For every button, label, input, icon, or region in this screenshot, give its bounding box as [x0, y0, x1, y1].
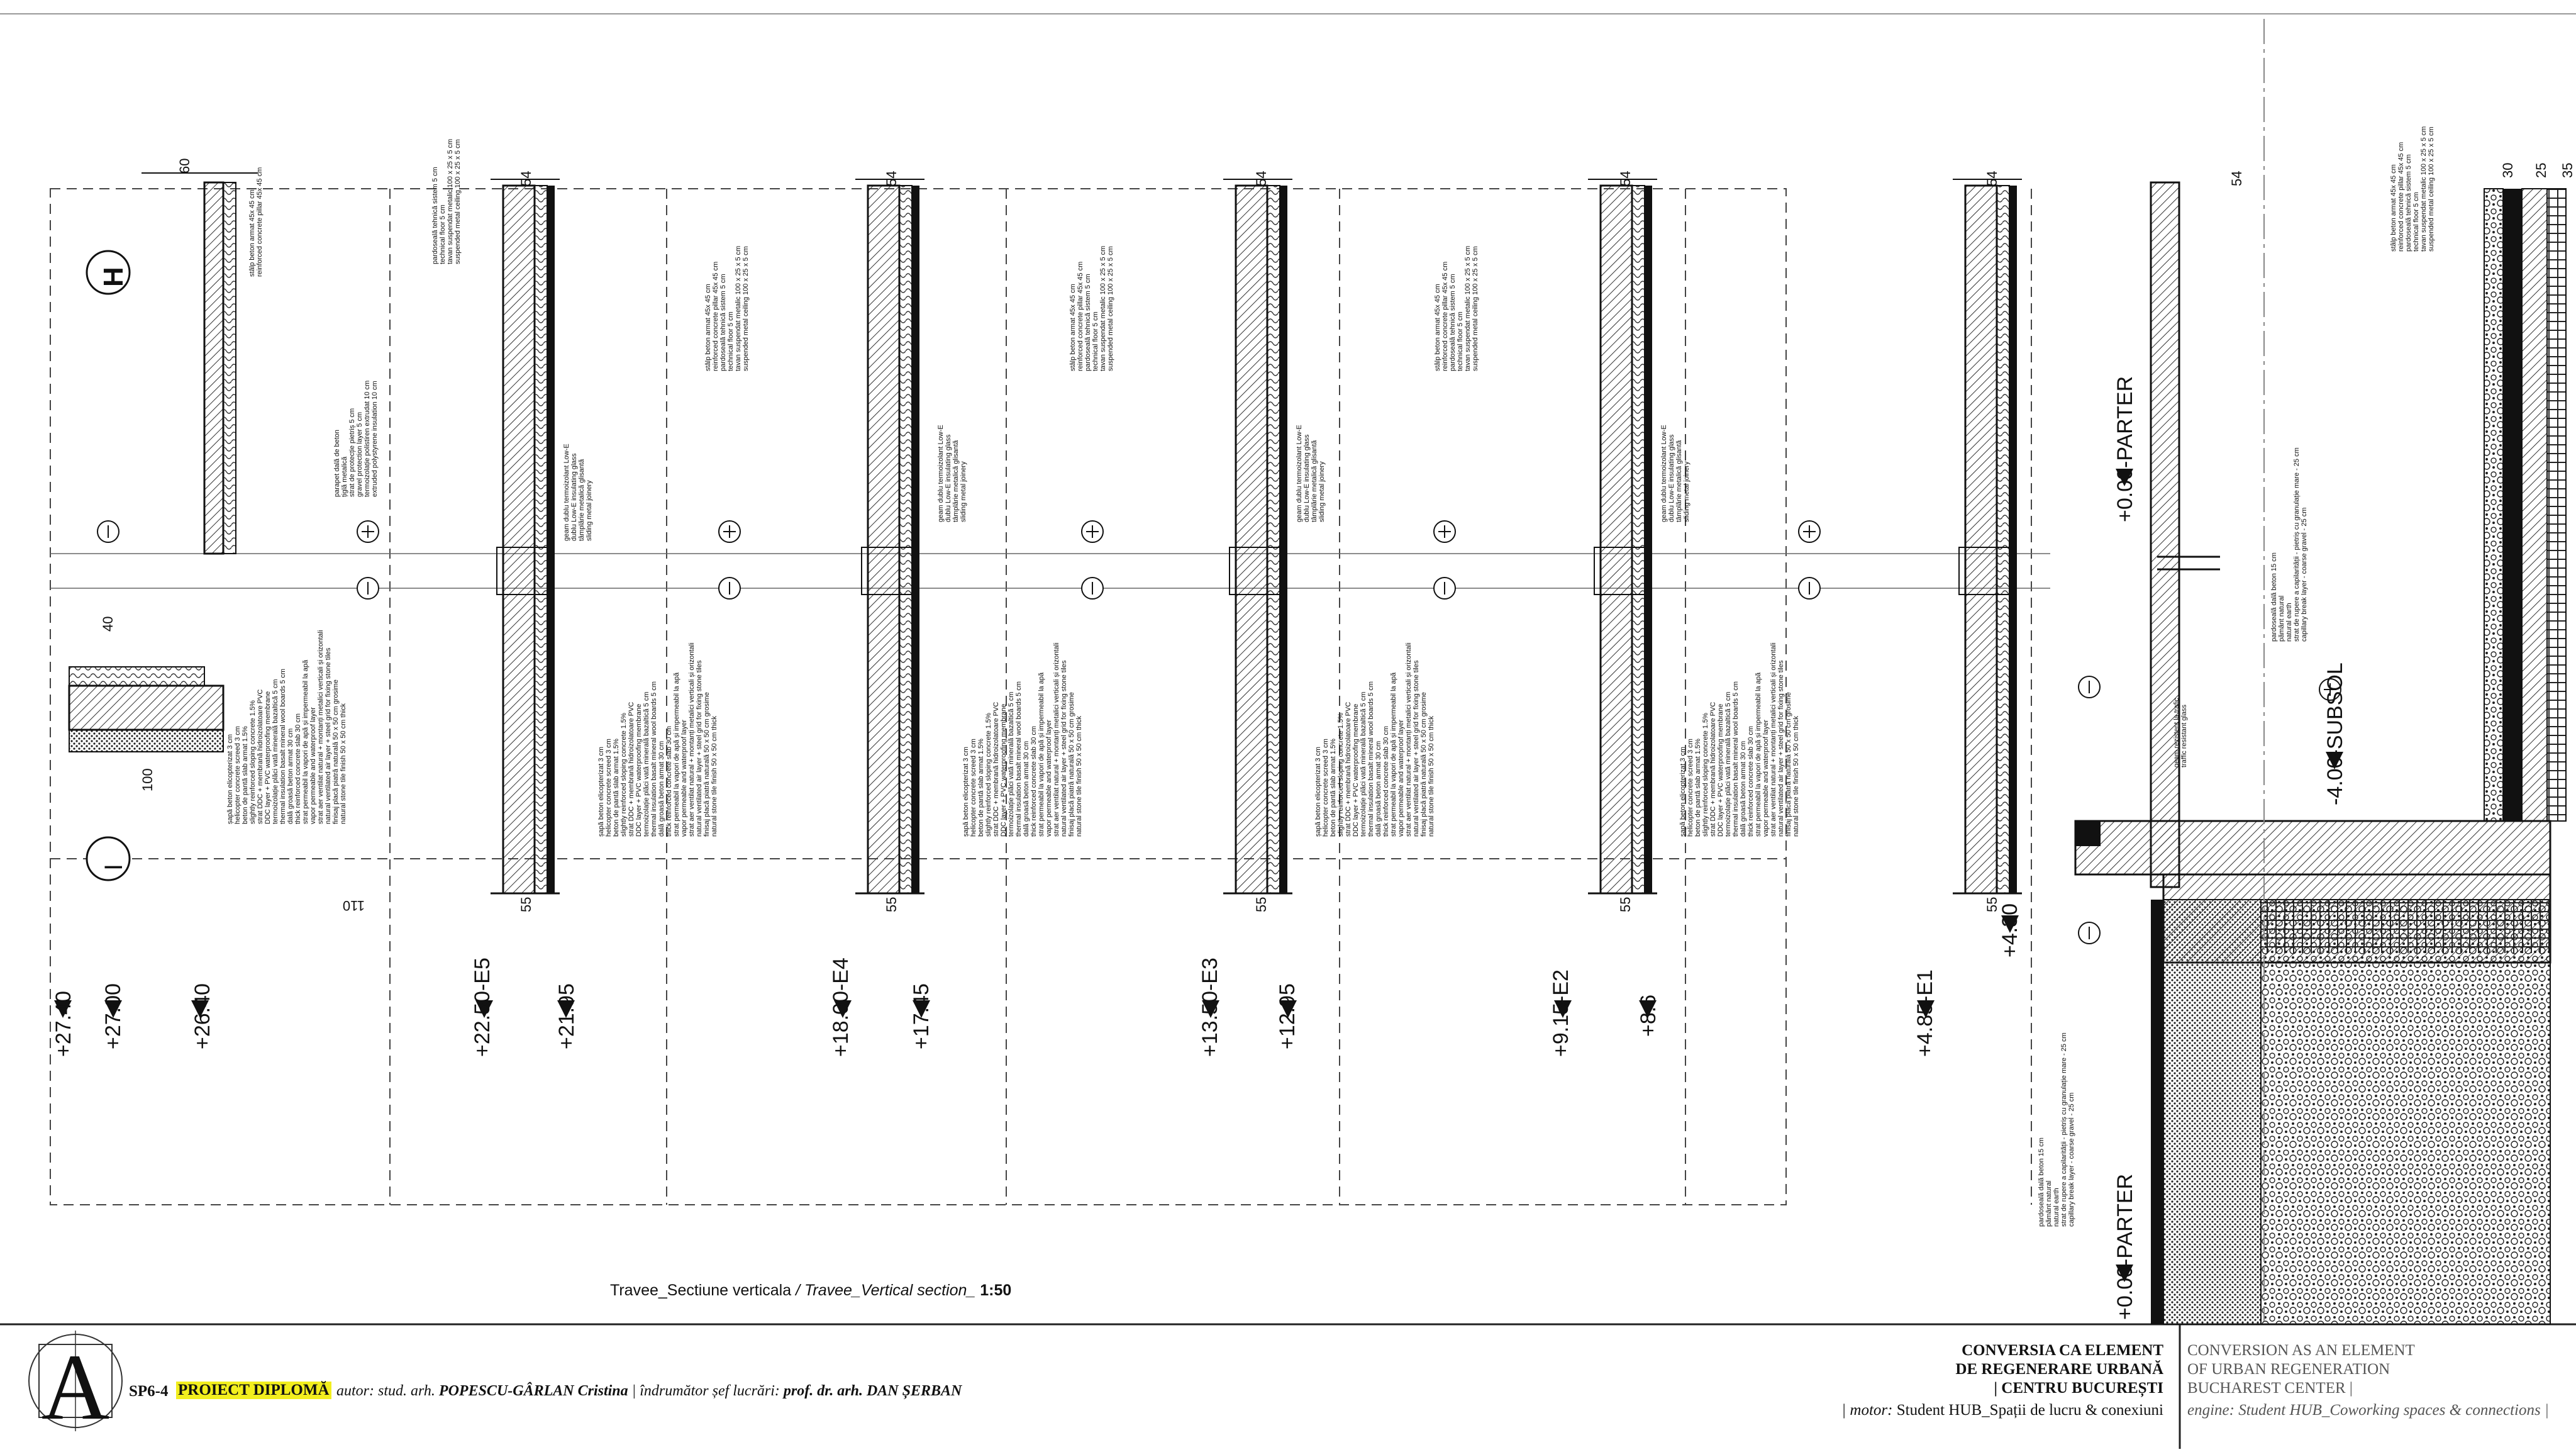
note-glazing-2: geam dublu termoizolant Low-E dublu Low-E insulating glass tâmplărie metalică glisantă sliding metal joinery — [937, 425, 967, 522]
level-e2: +9.15-E2 — [1549, 969, 1573, 1057]
en-title-line-3: BUCHAREST CENTER | — [2187, 1380, 2353, 1397]
concrete-column — [868, 186, 899, 893]
ro-title-line-2: DE REGENERARE URBANĂ — [1955, 1361, 2163, 1378]
note-ground-1: pardoseală dală beton 15 cm pământ natural natural earth strat de rupere a capilarității - pietriș cu granulație mare - 25 cm capillary break layer - coarse gravel - 25 cm — [2038, 1032, 2075, 1227]
coordinator-name: prof. dr. arh. DAN ȘERBAN — [783, 1383, 962, 1399]
level-roof-low: +26.40 — [191, 983, 214, 1049]
column-assembly — [855, 179, 924, 893]
concrete-column — [1965, 186, 1997, 893]
note-floor-5: șapă beton elicopterizat 3 cm helicopter concrete screed 3 cm beton de pantă slab armat 1.5% slightly reinforced sloping concrete 1.5% strat DDC + membrană hidroizolatoare PVC DDC layer + PVC waterproofing membrane termoizolație plăci vată minerală bazaltică 5 cm thermal insulation basalt mineral wool boards 5 cm dală groasă beton armat 30 cm thick reinforced concrete slab 30 cm strat permeabil la vapori de apă și impermeabil la apă vapor permeable and waterproof layer strat aer ventilat natural + montanți metalici verticali și orizontali natural ventilated air layer + steel grid for fixing stone tiles finisaj placă piatră naturală 50 x 50 cm grosime natural stone tile finish 50 x 50 cm thick — [1679, 642, 1800, 837]
level-subsol: -4.00-SUBSOL — [2323, 662, 2347, 805]
engine-text: Student HUB_Coworking spaces & connections | — [2238, 1402, 2549, 1419]
note-traffic-glass: geam rezistent la trafic traffic resistant glass — [2173, 698, 2188, 768]
motor-text: Student HUB_Spații de lucru & conexiuni — [1896, 1402, 2163, 1419]
level-e4-low: +17.45 — [909, 983, 933, 1049]
note-ceiling-6: stâlp beton armat 45x 45 cm reinforced concrete pillar 45x 45 cm pardoseală tehnică sistem 5 cm technical floor 5 cm tavan suspendat metalic 100 x 25 x 5 cm suspended metal ceiling 100 x 25 x 5 cm — [2390, 126, 2435, 252]
level-e3: +13.50-E3 — [1198, 958, 1222, 1057]
level-e5: +22.50-E5 — [470, 958, 494, 1057]
dim-col-55-2: 55 — [884, 896, 899, 912]
dim-right-30: 30 — [2500, 162, 2516, 178]
drawing-caption — [610, 1282, 1011, 1300]
level-roof-mid: +27.00 — [101, 983, 125, 1049]
dim-col-54-2: 54 — [884, 170, 899, 186]
logo-icon — [25, 1324, 126, 1438]
insulation-layer — [535, 186, 547, 893]
insulation-layer — [1267, 186, 1280, 893]
column-assembly — [491, 179, 560, 893]
note-ceiling-4: stâlp beton armat 45x 45 cm reinforced concrete pillar 45x 45 cm pardoseală tehnică sistem 5 cm technical floor 5 cm tavan suspendat metalic 100 x 25 x 5 cm suspended metal ceiling 100 x 25 x 5 cm — [1069, 245, 1114, 371]
dim-slab-110-1: 110 — [342, 898, 365, 913]
dim-col-54-4: 54 — [1618, 170, 1633, 186]
column-assembly — [1588, 179, 1657, 893]
note-ceiling-2: pardoseală tehnică sistem 5 cm technical floor 5 cm tavan suspendat metalic 100 x 25 x 5 cm suspended metal ceiling 100 x 25 x 5 cm — [431, 138, 462, 264]
dim-col-54-5: 54 — [1984, 170, 2000, 186]
sheet-code: SP6-4 — [129, 1383, 169, 1400]
stone-cladding — [912, 186, 919, 893]
diploma-badge: PROIECT DIPLOMĂ — [176, 1382, 331, 1399]
dim-parapet: 60 — [177, 158, 192, 174]
caption-ro: Travee_Sectiune verticala — [610, 1282, 792, 1299]
title-block — [0, 1324, 2576, 1449]
dim-col-55-1: 55 — [518, 896, 534, 912]
axis-label-H: H — [98, 267, 129, 287]
insulation-layer — [1632, 186, 1645, 893]
dim-col-55-4: 55 — [1618, 896, 1633, 912]
note-floor-1: șapă beton elicopterizat 3 cm helicopter concrete screed 3 cm beton de pantă slab armat 1.5% slightly reinforced sloping concrete 1.5% strat DDC + membrană hidroizolatoare PVC DDC layer + PVC waterproofing membrane termoizolație plăci vată minerală bazaltică 5 cm thermal insulation basalt mineral wool boards 5 cm dală groasă beton armat 30 cm thick reinforced concrete slab 30 cm strat permeabil la vapori de apă și impermeabil la apă vapor permeable and waterproof layer strat aer ventilat natural + montanți metalici verticali și orizontali natural ventilated air layer + steel grid for fixing stone tiles finisaj placă piatră naturală 50 x 50 cm grosime natural stone tile finish 50 x 50 cm thick — [226, 630, 347, 824]
note-glazing-3: geam dublu termoizolant Low-E dublu Low-E insulating glass tâmplărie metalică glisantă sliding metal joinery — [1296, 425, 1326, 522]
dim-col-55-3: 55 — [1253, 896, 1269, 912]
level-e2-low: +8.6 — [1636, 994, 1660, 1037]
ro-title-line-1: CONVERSIA CA ELEMENT — [1962, 1342, 2163, 1359]
level-parter-lower: +0.00-PARTER — [2113, 1173, 2137, 1320]
caption-en: Travee_Vertical section_ — [804, 1282, 976, 1299]
en-title-line-1: CONVERSION AS AN ELEMENT — [2187, 1342, 2415, 1359]
note-floor-2: șapă beton elicopterizat 3 cm helicopter concrete screed 3 cm beton de pantă slab armat 1.5% slightly reinforced sloping concrete 1.5% strat DDC + membrană hidroizolatoare PVC DDC layer + PVC waterproofing membrane termoizolație plăci vată minerală bazaltică 5 cm thermal insulation basalt mineral wool boards 5 cm dală groasă beton armat 30 cm thick reinforced concrete slab 30 cm strat permeabil la vapori de apă și impermeabil la apă vapor permeable and waterproof layer strat aer ventilat natural + montanți metalici verticali și orizontali natural ventilated air layer + steel grid for fixing stone tiles finisaj placă piatră naturală 50 x 50 cm grosime natural stone tile finish 50 x 50 cm thick — [597, 642, 718, 837]
author-line — [336, 1383, 962, 1400]
level-e4: +18.00-E4 — [829, 958, 853, 1057]
note-ground-2: pardoseală dală beton 15 cm pământ natural natural earth strat de rupere a capilarității - pietriș cu granulație mare - 25 cm capillary break layer - coarse gravel - 25 cm — [2270, 447, 2308, 642]
column-assembly — [1223, 179, 1292, 893]
author-name: POPESCU-GÂRLAN Cristina — [438, 1383, 628, 1399]
note-floor-3: șapă beton elicopterizat 3 cm helicopter concrete screed 3 cm beton de pantă slab armat 1.5% slightly reinforced sloping concrete 1.5% strat DDC + membrană hidroizolatoare PVC DDC layer + PVC waterproofing membrane termoizolație plăci vată minerală bazaltică 5 cm thermal insulation basalt mineral wool boards 5 cm dală groasă beton armat 30 cm thick reinforced concrete slab 30 cm strat permeabil la vapori de apă și impermeabil la apă vapor permeable and waterproof layer strat aer ventilat natural + montanți metalici verticali și orizontali natural ventilated air layer + steel grid for fixing stone tiles finisaj placă piatră naturală 50 x 50 cm grosime natural stone tile finish 50 x 50 cm thick — [962, 642, 1083, 837]
stone-cladding — [1280, 186, 1287, 893]
motor-label: | motor: — [1841, 1402, 1893, 1419]
level-parter-upper: +0.00-PARTER — [2113, 376, 2137, 522]
stone-cladding — [1645, 186, 1652, 893]
basement — [2075, 19, 2566, 1324]
level-e5-low: +21.95 — [555, 983, 579, 1049]
note-ceiling-1: stâlp beton armat 45x 45 cm reinforced concrete pillar 45x 45 cm — [248, 167, 264, 277]
dim-col-54-1: 54 — [518, 170, 534, 186]
guide-lines — [50, 554, 2050, 588]
caption-separator: / — [791, 1282, 804, 1299]
svg-text:A: A — [41, 1335, 110, 1438]
note-floor-4: șapă beton elicopterizat 3 cm helicopter concrete screed 3 cm beton de pantă slab armat 1.5% slightly reinforced sloping concrete 1.5% strat DDC + membrană hidroizolatoare PVC DDC layer + PVC waterproofing membrane termoizolație plăci vată minerală bazaltică 5 cm thermal insulation basalt mineral wool boards 5 cm dală groasă beton armat 30 cm thick reinforced concrete slab 30 cm strat permeabil la vapori de apă și impermeabil la apă vapor permeable and waterproof layer strat aer ventilat natural + montanți metalici verticali și orizontali natural ventilated air layer + steel grid for fixing stone tiles finisaj placă piatră naturală 50 x 50 cm grosime natural stone tile finish 50 x 50 cm thick — [1314, 642, 1435, 837]
level-roof-top: +27.40 — [52, 991, 75, 1057]
note-glazing-1: geam dublu termoizolant Low-E dublu Low-E insulating glass tâmplărie metalică glisantă sliding metal joinery — [563, 444, 593, 541]
caption-scale: 1:50 — [980, 1282, 1012, 1299]
project-title-en — [2187, 1341, 2502, 1398]
note-ceiling-5: stâlp beton armat 45x 45 cm reinforced concrete pillar 45x 45 cm pardoseală tehnică sistem 5 cm technical floor 5 cm tavan suspendat metalic 100 x 25 x 5 cm suspended metal ceiling 100 x 25 x 5 cm — [1434, 245, 1479, 371]
insulation-layer — [1997, 186, 2009, 893]
note-roof: parapet dală de beton țiglă metalică strat de protecție pietriș 5 cm gravel protection layer 5 cm termoizolație polistiren extrudat 10 cm extruded polystyrene insulation 10 cm — [333, 380, 379, 497]
project-title-ro — [1862, 1341, 2163, 1398]
dim-col-54-3: 54 — [1253, 170, 1269, 186]
dim-wall-100: 100 — [140, 768, 155, 791]
stone-cladding — [2009, 186, 2017, 893]
concrete-column — [1236, 186, 1267, 893]
column-assembly — [1953, 179, 2022, 893]
dim-col-55-5: 55 — [1984, 896, 2000, 912]
engine-line-en — [2187, 1402, 2576, 1419]
grid-axis-I — [87, 837, 130, 880]
concrete-column — [1601, 186, 1632, 893]
insulation-layer — [899, 186, 912, 893]
dim-col-54-6: 54 — [2229, 170, 2245, 186]
engine-label: engine: — [2187, 1402, 2235, 1419]
note-ceiling-3: stâlp beton armat 45x 45 cm reinforced concrete pillar 45x 45 cm pardoseală tehnică sistem 5 cm technical floor 5 cm tavan suspendat metalic 100 x 25 x 5 cm suspended metal ceiling 100 x 25 x 5 cm — [704, 245, 750, 371]
en-title-line-2: OF URBAN REGENERATION — [2187, 1361, 2390, 1378]
level-e1-low: +4.30 — [1998, 903, 2022, 958]
concrete-column — [503, 186, 535, 893]
motor-line-ro — [1824, 1402, 2163, 1419]
stone-cladding — [547, 186, 555, 893]
level-e1: +4.85-E1 — [1913, 969, 1937, 1057]
note-glazing-4: geam dublu termoizolant Low-E dublu Low-E insulating glass tâmplărie metalică glisantă sliding metal joinery — [1660, 425, 1690, 522]
author-label: autor: stud. arh. — [336, 1383, 435, 1399]
dim-right-25: 25 — [2533, 162, 2549, 178]
level-e3-low: +12.95 — [1275, 983, 1299, 1049]
axis-label-I: I — [100, 863, 128, 871]
dim-wall-40: 40 — [100, 616, 116, 632]
coordinator-label: | îndrumător șef lucrări: — [631, 1383, 780, 1399]
ro-title-line-3: | CENTRU BUCUREȘTI — [1994, 1380, 2163, 1397]
dim-right-35: 35 — [2560, 162, 2575, 178]
